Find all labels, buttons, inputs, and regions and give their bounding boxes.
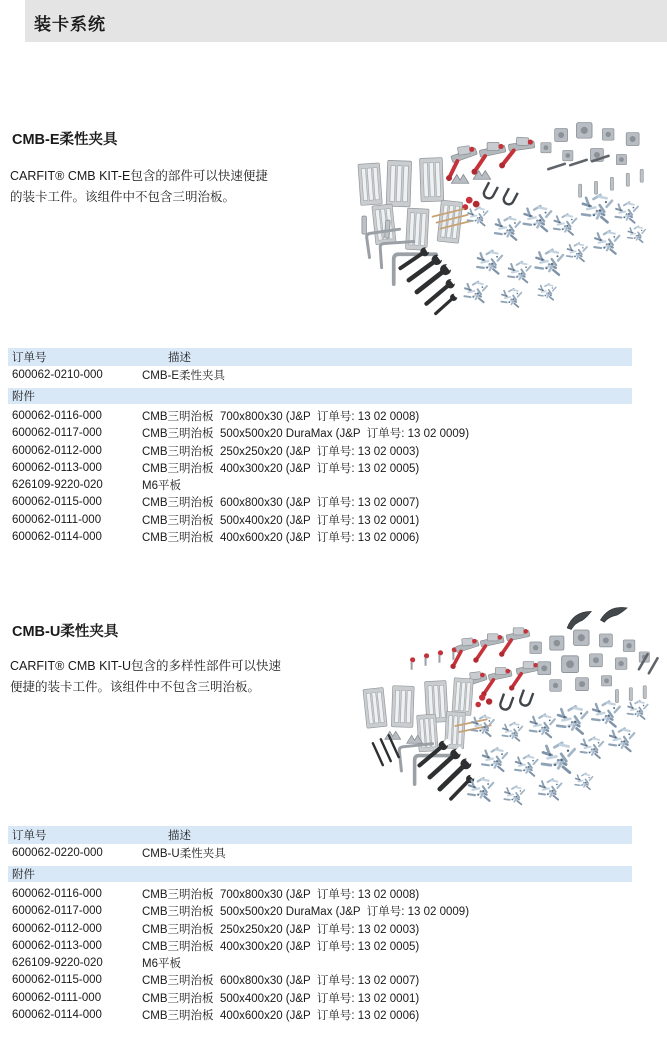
description: CMB三明治板 400x600x20 (J&P 订单号: 13 02 0006) [142,532,420,545]
hardware-kit-illustration [355,596,663,814]
column-header-description: 描述 [168,830,191,842]
subheader-label: 附件 [12,868,35,881]
description: CMB-U柔性夹具 [142,848,226,861]
order-no: 626109-9220-020 [12,957,103,970]
order-no: 600062-0111-000 [12,991,102,1004]
order-no: 600062-0115-000 [12,974,102,987]
description: CMB三明治板 700x800x30 (J&P 订单号: 13 02 0008) [142,410,420,423]
section-title-cmb-u: CMB-U柔性夹具 [12,624,119,640]
description: CMB三明治板 500x500x20 DuraMax (J&P 订单号: 13 02 0009) [142,428,470,441]
page-title: 装卡系统 [34,15,106,34]
description-line: CARFIT® CMB KIT-U包含的多样性部件可以快速 [10,659,282,673]
description: CMB-E柔性夹具 [142,370,226,383]
table-row [8,989,632,1006]
order-no: 600062-0113-000 [12,939,102,952]
description: CMB三明治板 250x250x20 (J&P 订单号: 13 02 0003) [142,923,420,936]
order-no: 600062-0112-000 [12,444,102,457]
order-table-cmb-u [8,826,632,1024]
table-row [8,528,632,545]
description: CMB三明治板 400x300x20 (J&P 订单号: 13 02 0005) [142,462,420,475]
table-row [8,1006,632,1023]
description: CMB三明治板 400x600x20 (J&P 订单号: 13 02 0006) [142,1010,420,1023]
order-no: 600062-0115-000 [12,496,102,509]
table-row [8,937,632,954]
order-table-cmb-e [8,348,632,546]
table-row [8,459,632,476]
order-no: 600062-0114-000 [12,531,102,544]
description: CMB三明治板 700x800x30 (J&P 订单号: 13 02 0008) [142,888,420,901]
column-header-order-no: 订单号 [12,352,47,364]
table-row [8,476,632,493]
table-header-row [8,826,632,844]
description: CMB三明治板 500x500x20 DuraMax (J&P 订单号: 13 02 0009) [142,906,470,919]
order-no: 600062-0114-000 [12,1009,102,1022]
table-row [8,494,632,511]
description: CMB三明治板 500x400x20 (J&P 订单号: 13 02 0001) [142,514,420,527]
description: CMB三明治板 600x800x30 (J&P 订单号: 13 02 0007) [142,975,420,988]
table-subheader-row [8,388,632,404]
description: M6平板 [142,480,181,493]
description: CMB三明治板 400x300x20 (J&P 订单号: 13 02 0005) [142,940,420,953]
order-no: 600062-0116-000 [12,409,102,422]
description-line: 的装卡工件。该组件中不包含三明治板。 [10,190,236,204]
table-row [8,920,632,937]
table-row [8,972,632,989]
description: CMB三明治板 500x400x20 (J&P 订单号: 13 02 0001) [142,992,420,1005]
section-description-cmb-u [10,656,281,698]
subheader-label: 附件 [12,390,35,403]
description: CMB三明治板 600x800x30 (J&P 订单号: 13 02 0007) [142,497,420,510]
table-header-row [8,348,632,366]
order-no: 600062-0112-000 [12,922,102,935]
order-no: 600062-0117-000 [12,905,102,918]
column-header-description: 描述 [168,352,191,364]
order-no: 600062-0220-000 [12,847,103,860]
table-row [8,425,632,442]
order-no: 600062-0116-000 [12,887,102,900]
table-row [8,903,632,920]
section-title-cmb-e: CMB-E柔性夹具 [12,132,118,148]
hardware-kit-illustration [352,118,660,322]
table-row [8,845,632,862]
product-photo-cmb-u [355,596,663,819]
order-no: 600062-0113-000 [12,461,102,474]
description-line: CARFIT® CMB KIT-E包含的部件可以快速便捷 [10,169,268,183]
section-description-cmb-e [10,166,268,208]
description: M6平板 [142,958,181,971]
table-row [8,442,632,459]
order-no: 600062-0117-000 [12,427,102,440]
column-header-order-no: 订单号 [12,830,47,842]
description-line: 便捷的装卡工件。该组件中不包含三明治板。 [10,680,261,694]
table-row [8,511,632,528]
table-row [8,407,632,424]
table-row [8,954,632,971]
product-photo-cmb-e [352,118,660,327]
page-header [25,0,667,42]
order-no: 626109-9220-020 [12,479,103,492]
order-no: 600062-0210-000 [12,369,103,382]
description: CMB三明治板 250x250x20 (J&P 订单号: 13 02 0003) [142,445,420,458]
order-no: 600062-0111-000 [12,513,102,526]
table-subheader-row [8,866,632,882]
table-row [8,367,632,384]
table-row [8,885,632,902]
